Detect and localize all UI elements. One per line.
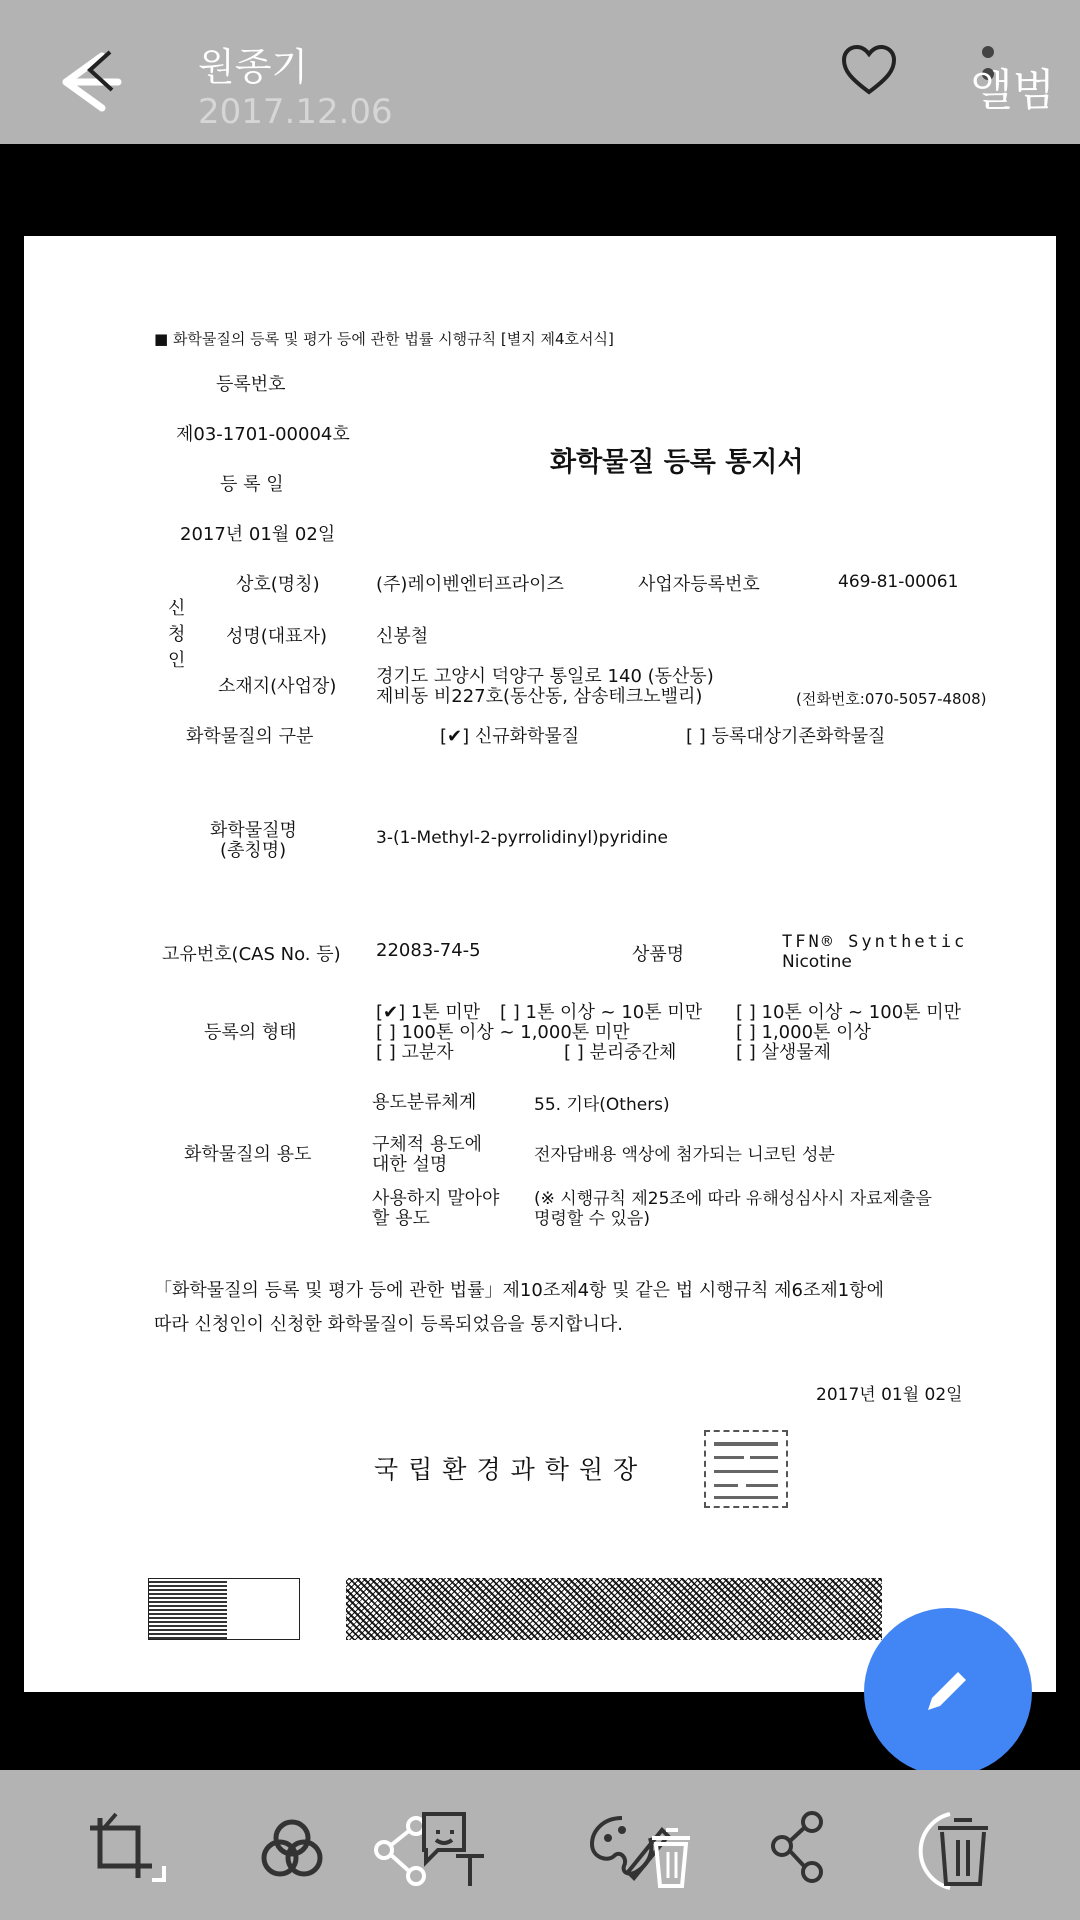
type-1-10t: [ ] 1톤 이상 ~ 10톤 미만 xyxy=(500,1002,703,1023)
prohibited-use-1: (※ 시행규칙 제25조에 따라 유해성심사시 자료제출을 xyxy=(534,1189,932,1209)
use-class-label: 용도분류체계 xyxy=(372,1092,477,1113)
type-over-1000t: [ ] 1,000톤 이상 xyxy=(736,1022,871,1043)
edit-fab[interactable] xyxy=(864,1608,1032,1776)
type-intermediate: [ ] 분리중간체 xyxy=(564,1042,677,1063)
form-header: ■ 화학물질의 등록 및 평가 등에 관한 법률 시행규칙 [별지 제4호서식] xyxy=(154,330,614,348)
reg-number-label: 등록번호 xyxy=(216,374,286,395)
prohibited-use-2: 명령할 수 있음) xyxy=(534,1209,650,1229)
class-existing: [ ] 등록대상기존화학물질 xyxy=(686,726,886,747)
document-title: 화학물질 등록 통지서 xyxy=(550,447,804,478)
document-barcode-left xyxy=(148,1578,300,1640)
reg-number: 제03-1701-00004호 xyxy=(176,424,350,445)
prohibited-use-label-1: 사용하지 말아야 xyxy=(372,1188,500,1209)
notice-line-2: 따라 신청인이 신청한 화학물질이 등록되었음을 통지합니다. xyxy=(154,1314,624,1335)
notice-line-1: 「화학물질의 등록 및 평가 등에 관한 법률」제10조제4항 및 같은 법 시행규칙 제6조제1항에 xyxy=(154,1280,884,1301)
use-class: 55. 기타(Others) xyxy=(534,1095,670,1115)
text-extract-icon xyxy=(372,1810,492,1890)
cas-number: 22083-74-5 xyxy=(376,940,481,961)
album-link[interactable]: 앨범 xyxy=(970,65,1056,116)
type-100-1000t: [ ] 100톤 이상 ~ 1,000톤 미만 xyxy=(376,1022,630,1043)
filter-button[interactable] xyxy=(252,1810,328,1886)
official-seal xyxy=(704,1430,788,1508)
agency-name: 국립환경과학원장 xyxy=(374,1455,648,1484)
heart-icon xyxy=(840,42,898,100)
issue-date: 2017년 01월 02일 xyxy=(816,1385,963,1405)
company-label: 상호(명칭) xyxy=(236,574,320,595)
use-label: 화학물질의 용도 xyxy=(184,1144,312,1165)
phone-number: (전화번호:070-5057-4808) xyxy=(796,690,987,708)
biz-reg-label: 사업자등록번호 xyxy=(638,574,760,595)
filter-icon xyxy=(252,1810,332,1890)
representative: 신봉철 xyxy=(376,626,429,647)
draw-button[interactable] xyxy=(588,1810,698,1886)
share-button[interactable] xyxy=(770,1810,846,1886)
chem-name-label-1: 화학물질명 xyxy=(210,820,297,841)
biz-reg-number: 469-81-00061 xyxy=(838,572,959,592)
cas-label: 고유번호(CAS No. 등) xyxy=(162,944,341,965)
address-label: 소재지(사업장) xyxy=(218,676,337,697)
representative-label: 성명(대표자) xyxy=(226,626,327,647)
address-line-1: 경기도 고양시 덕양구 통일로 140 (동산동) xyxy=(376,666,714,687)
type-polymer: [ ] 고분자 xyxy=(376,1042,454,1063)
specific-use-label-1: 구체적 용도에 xyxy=(372,1134,483,1155)
share-icon xyxy=(770,1810,826,1890)
bottom-toolbar xyxy=(0,1770,1080,1920)
chem-name-label-2: (총칭명) xyxy=(220,840,287,861)
product-name-2: Nicotine xyxy=(782,952,852,972)
delete-button[interactable] xyxy=(906,1810,996,1886)
crop-rotate-button[interactable] xyxy=(86,1810,162,1886)
company-name: (주)레이벤엔터프라이즈 xyxy=(376,574,564,595)
product-name-1: TFN® Synthetic xyxy=(782,932,968,952)
top-app-bar xyxy=(0,0,1080,144)
chem-name: 3-(1-Methyl-2-pyrrolidinyl)pyridine xyxy=(376,828,668,848)
crop-rotate-icon xyxy=(86,1810,166,1890)
registration-type-label: 등록의 형태 xyxy=(204,1022,297,1043)
prohibited-use-label-2: 할 용도 xyxy=(372,1208,430,1229)
type-biocide: [ ] 살생물제 xyxy=(736,1042,832,1063)
favorite-button[interactable] xyxy=(840,42,898,100)
applicant-label-3: 인 xyxy=(168,650,186,671)
image-title: 원종기 xyxy=(198,45,309,89)
class-new: [✔] 신규화학물질 xyxy=(440,726,580,747)
applicant-label-1: 신 xyxy=(168,598,186,619)
image-date: 2017.12.06 xyxy=(198,92,393,132)
pencil-icon xyxy=(916,1662,976,1722)
delete-icon xyxy=(906,1810,996,1890)
document-image[interactable] xyxy=(24,236,1056,1692)
address-line-2: 제비동 비227호(동산동, 삼송테크노밸리) xyxy=(376,686,703,707)
back-button[interactable] xyxy=(52,42,132,122)
back-arrow-icon xyxy=(52,42,132,122)
product-label: 상품명 xyxy=(632,944,685,965)
share-text-button[interactable] xyxy=(372,1810,492,1886)
specific-use-label-2: 대한 설명 xyxy=(372,1154,448,1175)
document-barcode-right xyxy=(346,1578,882,1640)
applicant-label-2: 청 xyxy=(168,624,186,645)
palette-icon xyxy=(588,1810,698,1890)
classification-label: 화학물질의 구분 xyxy=(186,726,314,747)
type-under-1t: [✔] 1톤 미만 xyxy=(376,1002,481,1023)
reg-date: 2017년 01월 02일 xyxy=(180,524,336,545)
specific-use: 전자담배용 액상에 첨가되는 니코틴 성분 xyxy=(534,1145,835,1165)
reg-date-label: 등 록 일 xyxy=(220,474,284,495)
type-10-100t: [ ] 10톤 이상 ~ 100톤 미만 xyxy=(736,1002,962,1023)
